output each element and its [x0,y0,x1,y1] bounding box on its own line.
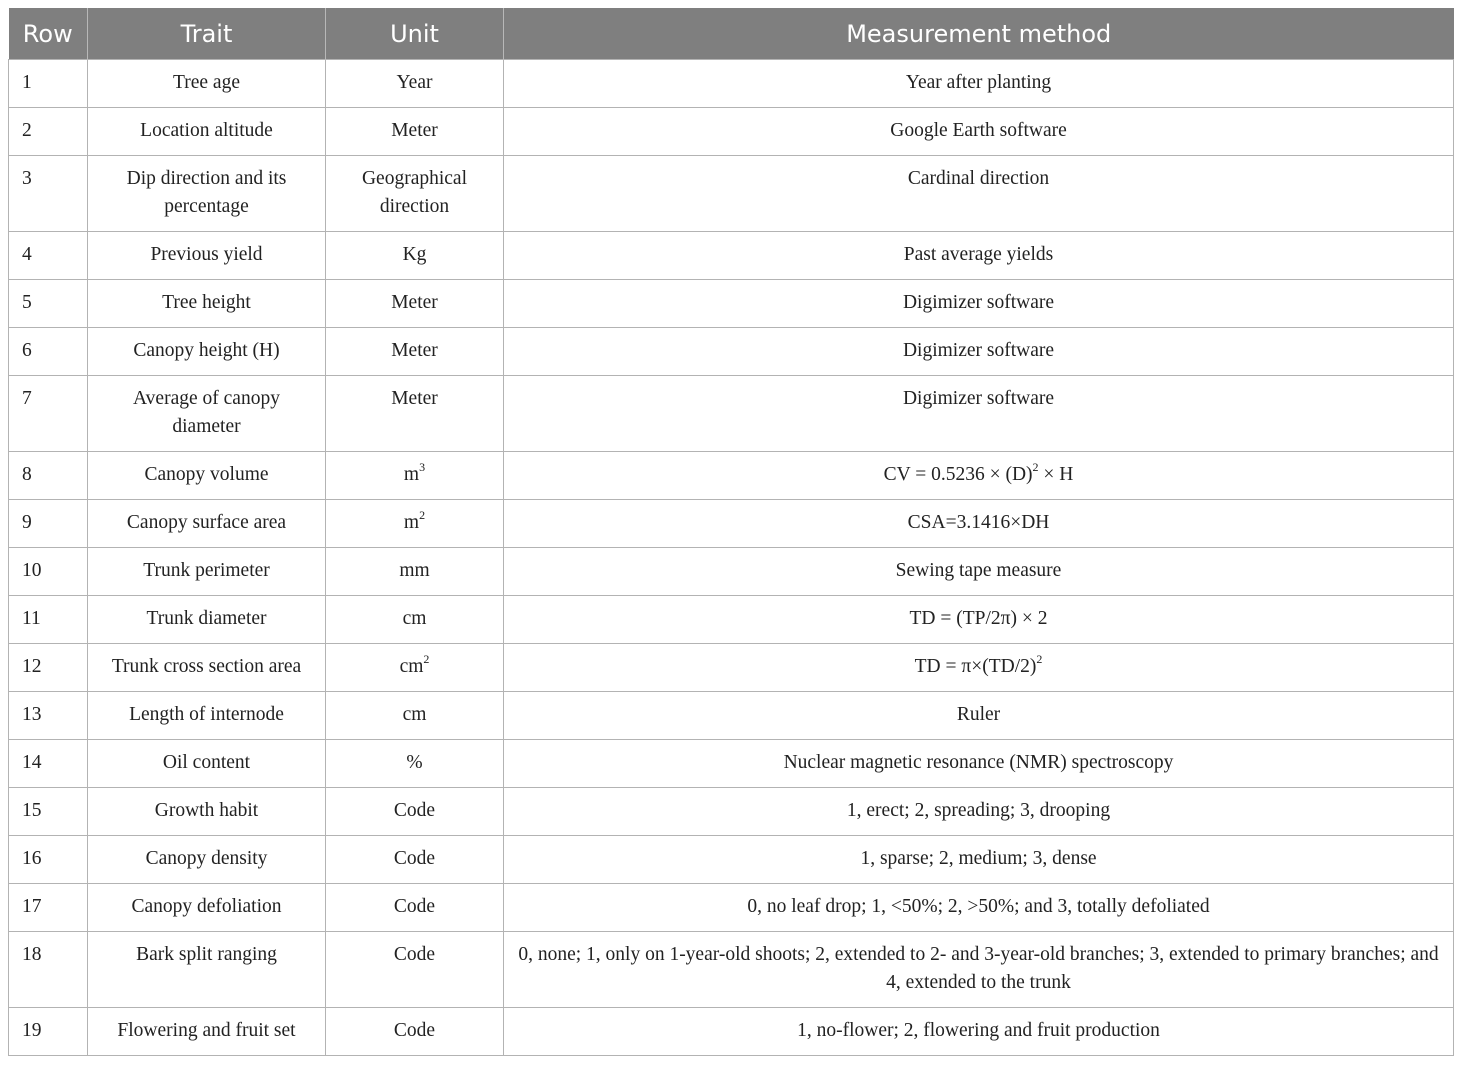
header-row: Row [9,8,88,60]
method-cell: Ruler [504,692,1454,740]
method-cell: 0, no leaf drop; 1, <50%; 2, >50%; and 3, totally defoliated [504,884,1454,932]
row-number: 8 [9,452,88,500]
formula-part: CV = 0.5236 × (D) [883,464,1033,485]
unit-superscript: 2 [423,651,430,666]
table-row [9,328,1454,376]
row-number: 10 [9,548,88,596]
trait-cell: Previous yield [88,232,326,280]
row-number: 7 [9,376,88,452]
row-number: 5 [9,280,88,328]
unit-cell: cm [326,692,504,740]
trait-cell: Length of internode [88,692,326,740]
unit-cell: Code [326,1008,504,1056]
table-row [9,836,1454,884]
unit-cell: Year [326,60,504,108]
method-cell [504,452,1454,500]
method-cell: Year after planting [504,60,1454,108]
unit-base: m [403,464,420,485]
traits-table-container [8,8,1453,1056]
unit-cell [326,644,504,692]
header-trait: Trait [88,8,326,60]
trait-cell: Canopy height (H) [88,328,326,376]
row-number: 4 [9,232,88,280]
row-number: 19 [9,1008,88,1056]
trait-cell: Flowering and fruit set [88,1008,326,1056]
table-row [9,548,1454,596]
table-row [9,884,1454,932]
method-cell: 1, sparse; 2, medium; 3, dense [504,836,1454,884]
row-number: 16 [9,836,88,884]
trait-cell: Tree height [88,280,326,328]
method-cell: 1, erect; 2, spreading; 3, drooping [504,788,1454,836]
trait-cell: Location altitude [88,108,326,156]
row-number: 18 [9,932,88,1008]
unit-base: m [403,512,420,533]
table-row [9,376,1454,452]
method-cell: Digimizer software [504,280,1454,328]
trait-cell: Average of canopy diameter [88,376,326,452]
trait-cell: Dip direction and its percentage [88,156,326,232]
trait-cell: Canopy surface area [88,500,326,548]
table-row [9,692,1454,740]
method-cell: CSA=3.1416×DH [504,500,1454,548]
row-number: 2 [9,108,88,156]
row-number: 3 [9,156,88,232]
trait-cell: Trunk diameter [88,596,326,644]
row-number: 9 [9,500,88,548]
trait-cell: Growth habit [88,788,326,836]
header-unit: Unit [326,8,504,60]
trait-cell: Trunk perimeter [88,548,326,596]
traits-table [8,8,1454,1056]
row-number: 12 [9,644,88,692]
unit-cell: Code [326,836,504,884]
method-cell: Google Earth software [504,108,1454,156]
unit-superscript: 3 [419,459,426,474]
unit-cell: mm [326,548,504,596]
method-cell: Nuclear magnetic resonance (NMR) spectroscopy [504,740,1454,788]
row-number: 6 [9,328,88,376]
trait-cell: Bark split ranging [88,932,326,1008]
unit-cell: Meter [326,328,504,376]
table-row [9,596,1454,644]
method-cell: Past average yields [504,232,1454,280]
table-row [9,60,1454,108]
unit-cell [326,500,504,548]
row-number: 14 [9,740,88,788]
unit-cell: Meter [326,376,504,452]
unit-cell: Code [326,932,504,1008]
table-row [9,740,1454,788]
row-number: 17 [9,884,88,932]
row-number: 1 [9,60,88,108]
table-row [9,788,1454,836]
unit-cell: Code [326,788,504,836]
method-cell: TD = (TP/2π) × 2 [504,596,1454,644]
table-row [9,280,1454,328]
table-row [9,932,1454,1008]
unit-cell: Geographical direction [326,156,504,232]
trait-cell: Canopy density [88,836,326,884]
formula-superscript: 2 [1032,459,1039,474]
row-number: 11 [9,596,88,644]
table-row [9,452,1454,500]
row-number: 13 [9,692,88,740]
trait-cell: Canopy defoliation [88,884,326,932]
unit-cell [326,452,504,500]
trait-cell: Canopy volume [88,452,326,500]
table-row [9,500,1454,548]
table-row [9,108,1454,156]
method-cell [504,644,1454,692]
method-cell: 1, no-flower; 2, flowering and fruit production [504,1008,1454,1056]
method-cell: Digimizer software [504,328,1454,376]
row-number: 15 [9,788,88,836]
unit-cell: Code [326,884,504,932]
method-cell: Sewing tape measure [504,548,1454,596]
unit-cell: % [326,740,504,788]
table-header-row [9,8,1454,60]
table-row [9,232,1454,280]
unit-base: cm [399,656,424,677]
method-cell: 0, none; 1, only on 1-year-old shoots; 2, extended to 2- and 3-year-old branches; 3, extended to primary branches; and 4, extended to the trunk [504,932,1454,1008]
method-cell: Cardinal direction [504,156,1454,232]
formula-superscript: 2 [1036,651,1043,666]
formula-part: TD = π×(TD/2) [914,656,1037,677]
table-row [9,1008,1454,1056]
header-measurement-method: Measurement method [504,8,1454,60]
trait-cell: Tree age [88,60,326,108]
trait-cell: Trunk cross section area [88,644,326,692]
method-cell: Digimizer software [504,376,1454,452]
unit-cell: Kg [326,232,504,280]
unit-cell: Meter [326,108,504,156]
table-row [9,156,1454,232]
unit-superscript: 2 [419,507,426,522]
formula-part: × H [1038,464,1074,485]
trait-cell: Oil content [88,740,326,788]
unit-cell: Meter [326,280,504,328]
unit-cell: cm [326,596,504,644]
table-row [9,644,1454,692]
